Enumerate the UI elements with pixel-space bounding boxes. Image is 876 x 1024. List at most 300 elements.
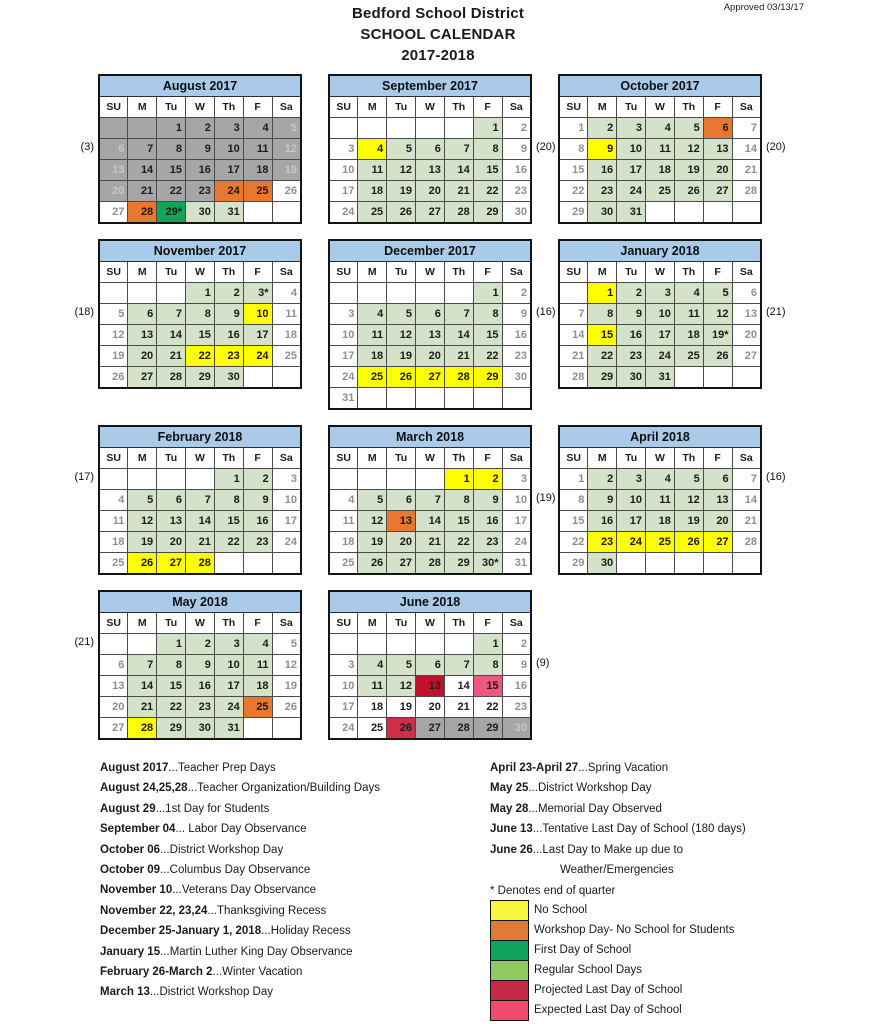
day-cell: 20	[99, 181, 128, 202]
day-cell	[502, 388, 531, 410]
day-cell: 23	[502, 697, 531, 718]
day-cell: 4	[329, 490, 358, 511]
day-cell: 14	[128, 160, 157, 181]
day-cell: 1	[157, 634, 186, 655]
day-cell: 1	[559, 118, 588, 139]
day-cell: 18	[243, 676, 272, 697]
day-cell: 22	[186, 346, 215, 367]
day-cell: 19	[272, 160, 301, 181]
day-cell: 27	[416, 202, 445, 224]
calendar-row	[0, 590, 876, 740]
day-name: F	[703, 97, 732, 118]
day-name: Th	[444, 262, 473, 283]
day-cell: 25	[358, 367, 387, 388]
day-cell: 15	[559, 160, 588, 181]
notes-left	[100, 758, 490, 1021]
day-name: Sa	[272, 613, 301, 634]
day-cell: 11	[272, 304, 301, 325]
day-cell	[444, 283, 473, 304]
day-cell: 19	[387, 346, 416, 367]
day-cell: 12	[387, 160, 416, 181]
day-cell: 8	[157, 139, 186, 160]
day-cell: 5	[99, 304, 128, 325]
day-cell: 24	[617, 532, 646, 553]
day-name: W	[416, 97, 445, 118]
day-cell: 6	[99, 139, 128, 160]
month-august-2017	[80, 74, 302, 224]
day-cell	[329, 634, 358, 655]
day-cell: 2	[617, 283, 646, 304]
day-cell: 8	[214, 490, 243, 511]
notes-right-lines	[490, 758, 860, 880]
day-name: F	[473, 613, 502, 634]
day-cell: 29	[186, 367, 215, 389]
day-cell: 2	[502, 283, 531, 304]
day-cell	[732, 202, 761, 224]
day-cell: 18	[646, 511, 675, 532]
note-line: August 2017...Teacher Prep Days	[100, 762, 276, 774]
day-name: Th	[214, 262, 243, 283]
month-february-2018	[74, 425, 302, 575]
day-cell: 16	[186, 676, 215, 697]
day-cell: 17	[272, 511, 301, 532]
note-line: August 24,25,28...Teacher Organization/Building Days	[100, 782, 380, 795]
day-cell: 29	[473, 718, 502, 740]
day-cell: 25	[243, 697, 272, 718]
day-cell: 6	[99, 655, 128, 676]
day-name: Sa	[732, 448, 761, 469]
day-cell	[416, 283, 445, 304]
day-cell: 29	[559, 553, 588, 575]
month-september-2017	[328, 74, 556, 224]
day-name: Tu	[617, 262, 646, 283]
day-cell	[416, 118, 445, 139]
day-name: F	[473, 262, 502, 283]
day-name: Th	[214, 448, 243, 469]
day-cell: 20	[703, 511, 732, 532]
day-cell: 16	[502, 160, 531, 181]
instructional-days-count: (21)	[766, 306, 786, 318]
day-cell: 21	[732, 511, 761, 532]
day-cell	[674, 553, 703, 575]
day-cell: 28	[559, 367, 588, 389]
day-cell: 10	[329, 160, 358, 181]
note-line: October 09...Columbus Day Observance	[100, 864, 311, 877]
day-cell	[243, 202, 272, 224]
day-cell: 28	[416, 553, 445, 575]
day-cell: 22	[157, 181, 186, 202]
day-name: Th	[444, 97, 473, 118]
day-cell: 30	[186, 718, 215, 740]
calendar-table	[328, 425, 532, 575]
instructional-days-count: (20)	[536, 141, 556, 153]
day-cell: 4	[272, 283, 301, 304]
day-cell: 12	[272, 139, 301, 160]
day-name: F	[473, 448, 502, 469]
day-cell: 12	[272, 655, 301, 676]
day-cell: 5	[387, 655, 416, 676]
day-cell: 4	[358, 304, 387, 325]
district-name: Bedford School District	[351, 5, 525, 22]
day-name: SU	[99, 448, 128, 469]
day-cell: 30	[502, 202, 531, 224]
day-cell: 16	[186, 160, 215, 181]
day-name: F	[243, 613, 272, 634]
month-title: May 2018	[99, 591, 301, 613]
day-cell: 26	[674, 532, 703, 553]
day-cell: 8	[444, 490, 473, 511]
day-cell	[99, 469, 128, 490]
month-april-2018	[558, 425, 786, 575]
day-cell: 15	[473, 676, 502, 697]
day-name: Tu	[387, 262, 416, 283]
day-name: W	[646, 262, 675, 283]
day-cell: 13	[732, 304, 761, 325]
day-cell: 9	[588, 139, 617, 160]
day-cell	[272, 718, 301, 740]
day-cell: 17	[214, 160, 243, 181]
instructional-days-count: (16)	[766, 471, 786, 483]
day-cell: 3	[329, 655, 358, 676]
day-cell: 1	[444, 469, 473, 490]
legend-swatch-projected-last-day-of-school	[490, 980, 529, 1001]
day-cell	[444, 634, 473, 655]
day-name: M	[128, 97, 157, 118]
day-cell: 31	[502, 553, 531, 575]
day-cell: 20	[703, 160, 732, 181]
legend-note: * Denotes end of quarter	[490, 885, 616, 898]
day-cell	[358, 283, 387, 304]
calendar-row	[0, 74, 876, 224]
day-cell: 10	[329, 676, 358, 697]
day-cell: 7	[444, 139, 473, 160]
day-cell: 16	[214, 325, 243, 346]
day-cell: 24	[272, 532, 301, 553]
legend-item-first-day-of-school	[490, 940, 860, 961]
day-cell: 22	[444, 532, 473, 553]
day-cell: 24	[329, 367, 358, 388]
day-cell	[214, 553, 243, 575]
day-cell	[157, 283, 186, 304]
day-cell: 28	[444, 367, 473, 388]
day-cell	[272, 202, 301, 224]
day-cell: 20	[416, 346, 445, 367]
day-cell: 24	[617, 181, 646, 202]
day-cell: 10	[214, 655, 243, 676]
day-cell: 13	[99, 160, 128, 181]
day-cell: 15	[473, 325, 502, 346]
day-name: Tu	[157, 262, 186, 283]
day-cell	[99, 118, 128, 139]
day-name: F	[243, 97, 272, 118]
day-cell: 4	[358, 655, 387, 676]
day-cell	[703, 553, 732, 575]
day-cell: 5	[387, 139, 416, 160]
day-cell: 13	[387, 511, 416, 532]
day-cell: 23	[588, 532, 617, 553]
day-cell: 21	[186, 532, 215, 553]
day-name: W	[416, 262, 445, 283]
day-cell: 28	[128, 718, 157, 740]
day-cell: 11	[99, 511, 128, 532]
day-cell: 27	[416, 367, 445, 388]
day-cell: 8	[559, 490, 588, 511]
day-cell: 25	[99, 553, 128, 575]
day-name: SU	[559, 262, 588, 283]
day-name: M	[128, 613, 157, 634]
day-cell: 14	[559, 325, 588, 346]
legend-swatch-workshop-day-no-school-for-students	[490, 920, 529, 941]
day-name: W	[186, 97, 215, 118]
day-cell: 27	[157, 553, 186, 575]
day-cell: 7	[128, 655, 157, 676]
day-cell: 9	[473, 490, 502, 511]
day-cell: 6	[416, 139, 445, 160]
day-name: W	[416, 613, 445, 634]
day-cell: 22	[559, 181, 588, 202]
day-cell: 12	[128, 511, 157, 532]
day-name: F	[473, 97, 502, 118]
day-cell: 2	[243, 469, 272, 490]
day-cell	[387, 118, 416, 139]
legend-label: Expected Last Day of School	[534, 1004, 682, 1017]
note-line: March 13...District Workshop Day	[100, 986, 273, 999]
day-cell: 25	[329, 553, 358, 575]
legend-item-regular-school-days	[490, 960, 860, 981]
calendar-table	[558, 425, 762, 575]
day-name: Th	[214, 97, 243, 118]
day-cell: 3	[214, 118, 243, 139]
day-name: Sa	[272, 448, 301, 469]
day-cell: 6	[703, 118, 732, 139]
calendar-table	[98, 239, 302, 389]
month-title: August 2017	[99, 75, 301, 97]
day-cell: 14	[128, 676, 157, 697]
day-name: Tu	[157, 97, 186, 118]
legend-label: Workshop Day- No School for Students	[534, 924, 735, 937]
day-cell: 8	[473, 655, 502, 676]
day-cell: 3	[329, 139, 358, 160]
day-cell: 31	[617, 202, 646, 224]
day-cell	[358, 118, 387, 139]
day-cell: 30	[214, 367, 243, 389]
day-cell: 30	[588, 553, 617, 575]
day-cell: 20	[99, 697, 128, 718]
calendar-table	[98, 425, 302, 575]
day-cell: 3	[329, 304, 358, 325]
day-name: W	[186, 262, 215, 283]
day-cell: 15	[157, 676, 186, 697]
day-cell: 29	[157, 718, 186, 740]
day-name: SU	[329, 262, 358, 283]
day-cell	[128, 634, 157, 655]
day-cell	[128, 283, 157, 304]
day-cell: 22	[214, 532, 243, 553]
day-cell: 4	[99, 490, 128, 511]
day-cell: 18	[674, 325, 703, 346]
day-cell: 7	[559, 304, 588, 325]
day-name: M	[588, 448, 617, 469]
day-cell: 7	[732, 118, 761, 139]
approved-stamp: Approved 03/13/17	[723, 2, 804, 13]
day-name: Sa	[502, 262, 531, 283]
day-cell: 15	[444, 511, 473, 532]
day-cell: 22	[473, 346, 502, 367]
day-name: Tu	[617, 448, 646, 469]
day-cell: 26	[128, 553, 157, 575]
day-cell: 13	[128, 325, 157, 346]
calendar-row	[0, 425, 876, 575]
day-cell	[444, 388, 473, 410]
day-cell: 26	[272, 697, 301, 718]
day-cell: 18	[329, 532, 358, 553]
instructional-days-count: (3)	[80, 141, 94, 153]
day-cell: 15	[588, 325, 617, 346]
day-name: SU	[99, 262, 128, 283]
day-cell: 30	[502, 718, 531, 740]
day-cell	[329, 118, 358, 139]
day-cell: 1	[157, 118, 186, 139]
day-cell	[674, 202, 703, 224]
month-november-2017	[74, 239, 302, 389]
day-cell: 22	[473, 697, 502, 718]
day-cell: 19	[387, 697, 416, 718]
day-cell: 4	[646, 469, 675, 490]
day-cell: 26	[387, 718, 416, 740]
day-name: Sa	[272, 97, 301, 118]
day-cell: 19	[128, 532, 157, 553]
day-name: W	[646, 448, 675, 469]
day-cell	[243, 553, 272, 575]
day-cell: 10	[646, 304, 675, 325]
day-cell: 24	[214, 697, 243, 718]
day-name: M	[588, 97, 617, 118]
day-name: M	[128, 448, 157, 469]
day-cell: 14	[186, 511, 215, 532]
day-cell: 23	[473, 532, 502, 553]
day-cell: 18	[99, 532, 128, 553]
day-cell: 12	[703, 304, 732, 325]
day-cell: 6	[157, 490, 186, 511]
note-line: February 26-March 2...Winter Vacation	[100, 966, 303, 979]
day-cell: 15	[559, 511, 588, 532]
legend-label: Regular School Days	[534, 964, 643, 977]
day-cell: 9	[502, 139, 531, 160]
day-name: Tu	[157, 448, 186, 469]
day-cell: 29	[559, 202, 588, 224]
calendar-title: SCHOOL CALENDAR	[360, 26, 516, 43]
day-cell: 4	[243, 634, 272, 655]
day-cell: 2	[588, 469, 617, 490]
day-cell: 7	[732, 469, 761, 490]
day-cell: 9	[502, 655, 531, 676]
legend-label: First Day of School	[534, 944, 632, 957]
day-cell: 19	[674, 160, 703, 181]
day-cell: 27	[99, 202, 128, 224]
day-cell: 25	[646, 532, 675, 553]
day-cell: 13	[416, 325, 445, 346]
day-cell: 10	[617, 490, 646, 511]
day-cell: 19*	[703, 325, 732, 346]
day-cell: 24	[243, 346, 272, 367]
day-cell: 30	[588, 202, 617, 224]
day-cell: 12	[99, 325, 128, 346]
day-cell: 20	[128, 346, 157, 367]
calendar-table	[558, 239, 762, 389]
day-cell: 7	[157, 304, 186, 325]
day-cell: 21	[128, 181, 157, 202]
day-cell	[243, 367, 272, 389]
legend-item-no-school	[490, 900, 860, 921]
day-cell: 23	[617, 346, 646, 367]
day-cell: 16	[588, 160, 617, 181]
day-cell: 18	[358, 181, 387, 202]
day-name: M	[358, 448, 387, 469]
day-cell: 1	[473, 118, 502, 139]
day-cell: 16	[588, 511, 617, 532]
day-cell: 23	[186, 697, 215, 718]
day-cell: 18	[358, 346, 387, 367]
day-cell: 7	[416, 490, 445, 511]
day-cell: 9	[186, 139, 215, 160]
day-cell: 23	[502, 181, 531, 202]
day-cell: 25	[646, 181, 675, 202]
day-name: Sa	[732, 262, 761, 283]
day-cell: 26	[674, 181, 703, 202]
day-cell	[646, 553, 675, 575]
day-name: Th	[214, 613, 243, 634]
day-cell: 28	[157, 367, 186, 389]
day-cell: 23	[502, 346, 531, 367]
day-cell: 26	[99, 367, 128, 389]
month-title: September 2017	[329, 75, 531, 97]
day-cell: 21	[444, 346, 473, 367]
day-name: W	[646, 97, 675, 118]
day-cell: 17	[617, 511, 646, 532]
day-name: M	[358, 613, 387, 634]
day-cell: 24	[646, 346, 675, 367]
day-cell	[732, 553, 761, 575]
day-cell: 8	[186, 304, 215, 325]
day-cell: 12	[387, 325, 416, 346]
day-name: F	[243, 448, 272, 469]
day-cell: 3	[646, 283, 675, 304]
day-cell: 24	[502, 532, 531, 553]
day-cell	[358, 634, 387, 655]
day-cell: 9	[243, 490, 272, 511]
day-cell: 27	[416, 718, 445, 740]
month-title: December 2017	[329, 240, 531, 262]
day-name: W	[186, 613, 215, 634]
note-line: April 23-April 27...Spring Vacation	[490, 762, 669, 774]
day-cell: 6	[732, 283, 761, 304]
day-name: Tu	[387, 97, 416, 118]
day-cell: 7	[128, 139, 157, 160]
day-cell: 10	[243, 304, 272, 325]
day-name: Sa	[502, 97, 531, 118]
day-cell: 11	[646, 139, 675, 160]
day-cell: 26	[387, 367, 416, 388]
day-cell: 2	[214, 283, 243, 304]
day-cell: 8	[588, 304, 617, 325]
day-cell: 3	[617, 469, 646, 490]
month-march-2018	[328, 425, 556, 575]
day-name: Th	[674, 262, 703, 283]
day-cell: 5	[387, 304, 416, 325]
day-cell: 10	[502, 490, 531, 511]
day-cell: 23	[214, 346, 243, 367]
day-cell: 1	[214, 469, 243, 490]
